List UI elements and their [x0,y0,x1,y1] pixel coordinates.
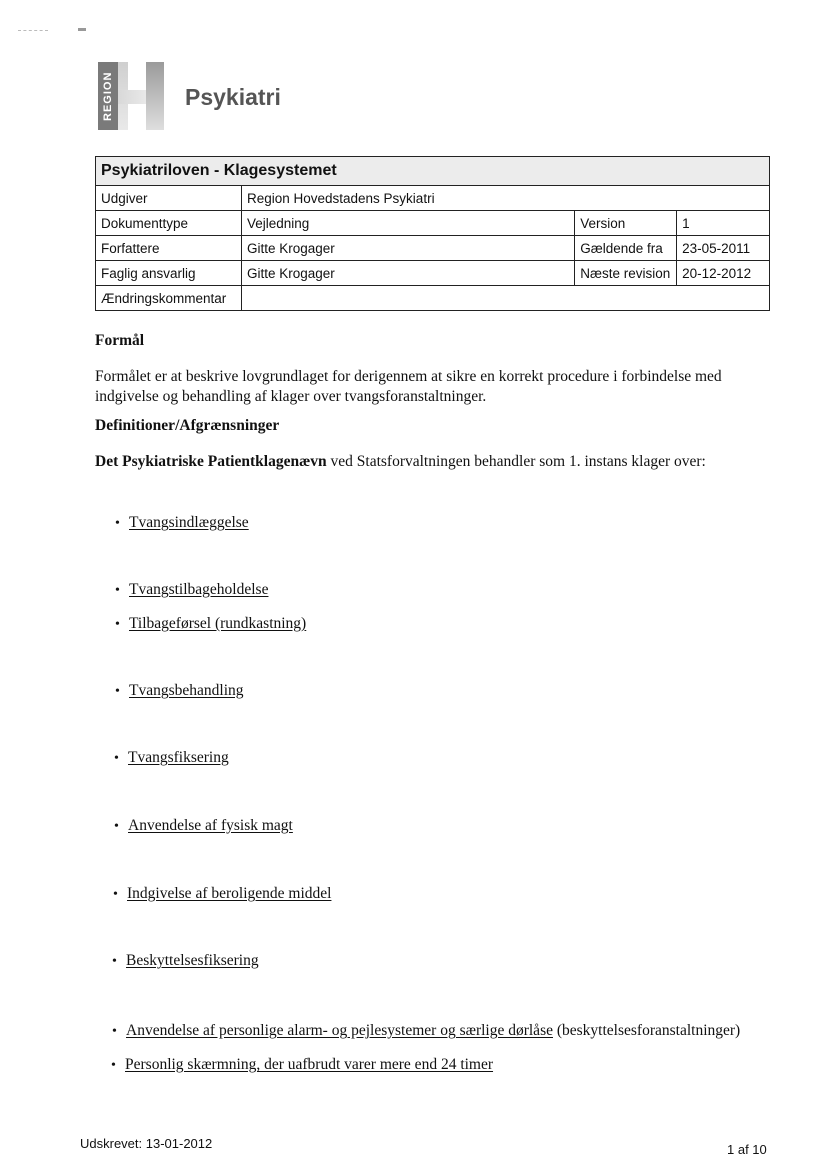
list-item [111,1056,493,1074]
row-value: Gitte Krogager [241,261,574,286]
intro-bold-text: Det Psykiatriske Patientklagenævn [95,453,327,470]
row-extra-label: Næste revision [575,261,677,286]
row-value [241,286,769,311]
row-value: Vejledning [241,211,574,236]
printed-date: Udskrevet: 13-01-2012 [80,1136,213,1151]
table-row [96,261,770,286]
list-item [114,817,293,835]
row-extra-label: Version [575,211,677,236]
bullet-icon: • [113,887,118,902]
list-item-link[interactable]: Anvendelse af personlige alarm- og pejlesystemer og særlige dørlåse [126,1022,553,1039]
list-item-link[interactable]: Personlig skærmning, der uafbrudt varer mere end 24 timer [125,1056,494,1073]
list-item [114,749,229,767]
list-item-link[interactable]: Beskyttelsesfiksering [126,952,259,969]
list-item [113,885,331,903]
formal-paragraph: Formålet er at beskrive lovgrundlaget for derigennem at sikre en korrekt procedure i forbindelse med indgivelse og behandling af klager over tvangsforanstaltninger. [95,368,722,405]
bullet-icon: • [115,684,120,699]
bullet-icon: • [112,954,117,969]
intro-text: ved Statsforvaltningen behandler som 1. instans klager over: [326,453,706,470]
table-row [96,236,770,261]
page-number: 1 af 10 [727,1142,767,1157]
section-heading-formal: Formål [95,332,145,349]
bullet-icon: • [115,617,120,632]
row-label: Dokumenttype [96,211,242,236]
row-label: Faglig ansvarlig [96,261,242,286]
table-row [96,286,770,311]
row-extra-value: 1 [677,211,770,236]
document-info-table [95,156,770,311]
list-item-link[interactable]: Tilbageførsel (rundkastning) [129,615,307,632]
list-item-link[interactable]: Tvangsbehandling [129,682,244,699]
list-item [112,1022,740,1040]
intro-paragraph [95,452,755,472]
row-extra-label: Gældende fra [575,236,677,261]
list-item [112,952,259,970]
row-label: Forfattere [96,236,242,261]
bullet-icon: • [115,516,120,531]
document-title: Psykiatriloven - Klagesystemet [96,157,770,186]
table-row [96,211,770,236]
list-item-link[interactable]: Tvangstilbageholdelse [129,581,269,598]
scan-artifact [78,28,86,31]
table-title-row [96,157,770,186]
bullet-icon: • [112,1024,117,1039]
list-item [115,615,306,633]
bullet-icon: • [115,583,120,598]
row-label: Udgiver [96,186,242,211]
list-item-suffix: (beskyttelsesforanstaltninger) [552,1022,741,1039]
row-value: Gitte Krogager [241,236,574,261]
bullet-icon: • [114,751,119,766]
brand-title: Psykiatri [185,84,281,110]
list-item-link[interactable]: Indgivelse af beroligende middel [127,885,332,902]
row-label: Ændringskommentar [96,286,242,311]
scan-artifact [18,30,48,32]
list-item [115,682,244,700]
list-item-link[interactable]: Anvendelse af fysisk magt [128,817,293,834]
bullet-icon: • [111,1058,116,1073]
row-extra-value: 23-05-2011 [677,236,770,261]
list-item [115,581,268,599]
row-value: Region Hovedstadens Psykiatri [241,186,769,211]
logo-region-text: REGION [98,62,118,130]
bullet-icon: • [114,819,119,834]
list-item [115,514,249,532]
logo-h-shape [146,62,164,130]
list-item-link[interactable]: Tvangsindlæggelse [129,514,249,531]
region-logo [98,62,166,130]
table-row [96,186,770,211]
section-heading-definitions: Definitioner/Afgrænsninger [95,417,280,434]
row-extra-value: 20-12-2012 [677,261,770,286]
list-item-link[interactable]: Tvangsfiksering [128,749,229,766]
